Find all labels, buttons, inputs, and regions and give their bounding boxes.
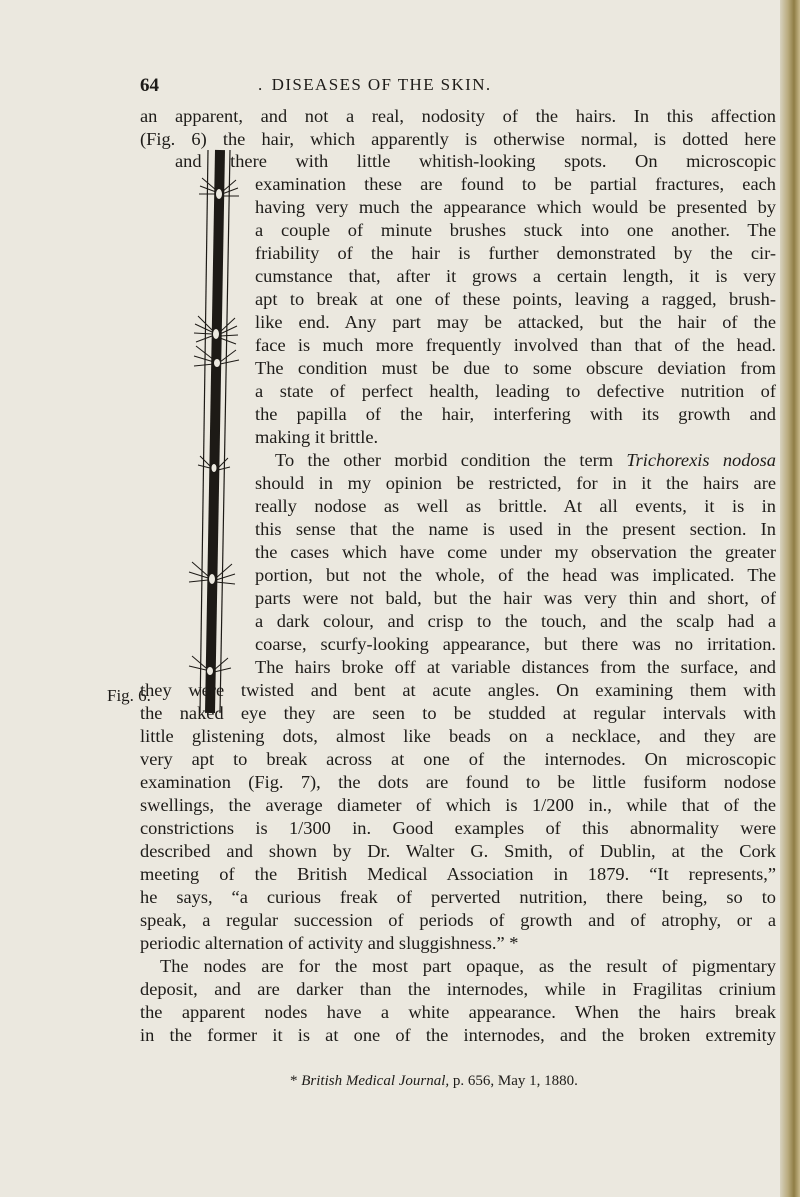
footnote-details: p. 656, May 1, 1880. <box>452 1073 578 1089</box>
text-line: coarse, scurfy-looking appearance, but there was no irritation. <box>255 634 776 654</box>
text-line: cumstance that, after it grows a certain length, it is very <box>255 266 776 286</box>
text-line: very apt to break across at one of the internodes. On microscopic <box>140 749 776 769</box>
text-line: this sense that the name is used in the present section. In <box>255 519 776 539</box>
footnote-marker: * <box>290 1073 298 1089</box>
text-line <box>275 449 776 471</box>
text-line: a state of perfect health, leading to defective nutrition of <box>255 381 776 401</box>
text-line: little glistening dots, almost like beads on a necklace, and they are <box>140 726 776 746</box>
text-line: they were twisted and bent at acute angles. On examining them with <box>140 680 776 700</box>
text-line: making it brittle. <box>255 427 379 447</box>
text-line: a couple of minute brushes stuck into one another. The <box>255 220 776 240</box>
text-line: the apparent nodes have a white appearance. When the hairs break <box>140 1002 776 1022</box>
text-line: friability of the hair is further demonstrated by the cir- <box>255 243 776 263</box>
page-number: 64 <box>140 75 159 96</box>
figure-caption: Fig. 6. <box>107 686 151 705</box>
text-line: an apparent, and not a real, nodosity of the hairs. In this affection <box>140 106 776 126</box>
text-line: really nodose as well as brittle. At all events, it is in <box>255 496 776 516</box>
text-line: having very much the appearance which would be presented by <box>255 197 776 217</box>
text-line: the cases which have come under my observation the greater <box>255 542 776 562</box>
page-edge <box>780 0 800 1197</box>
text-line: speak, a regular succession of periods of growth and of atrophy, or a <box>140 910 776 930</box>
text-line: portion, but not the whole, of the head was implicated. The <box>255 565 776 585</box>
text-line: described and shown by Dr. Walter G. Smith, of Dublin, at the Cork <box>140 841 776 861</box>
text-line: The nodes are for the most part opaque, as the result of pigmentary <box>160 956 776 976</box>
text-span: To the other morbid condition the term <box>275 450 614 470</box>
term-trichorexis-nodosa: Trichorexis nodosa <box>626 450 776 470</box>
text-line: should in my opinion be restricted, for in it the hairs are <box>255 473 776 493</box>
text-line: meeting of the British Medical Association in 1879. “It represents,” <box>140 864 776 884</box>
text-line: a dark colour, and crisp to the touch, and the scalp had a <box>255 611 776 631</box>
text-line: examination (Fig. 7), the dots are found to be little fusiform nodose <box>140 772 776 792</box>
text-line: constrictions is 1/300 in. Good examples of this abnormality were <box>140 818 776 838</box>
text-line: examination these are found to be partial fractures, each <box>255 174 776 194</box>
figure-hair-illustration <box>150 148 250 713</box>
text-line: (Fig. 6) the hair, which apparently is otherwise normal, is dotted here <box>140 129 776 149</box>
text-line: The hairs broke off at variable distances from the surface, and <box>255 657 776 677</box>
text-line: in the former it is at one of the internodes, and the broken extremity <box>140 1025 776 1045</box>
text-line: The condition must be due to some obscure deviation from <box>255 358 776 378</box>
footnote <box>290 1073 578 1090</box>
text-line: deposit, and are darker than the internodes, while in Fragilitas crinium <box>140 979 776 999</box>
text-line: the papilla of the hair, interfering with its growth and <box>255 404 776 424</box>
text-line: he says, “a curious freak of perverted nutrition, there being, so to <box>140 887 776 907</box>
text-line: apt to break at one of these points, leaving a ragged, brush- <box>255 289 776 309</box>
text-line: the naked eye they are seen to be studded at regular intervals with <box>140 703 776 723</box>
text-line: parts were not bald, but the hair was very thin and short, of <box>255 588 776 608</box>
running-title: DISEASES OF THE SKIN. <box>271 75 492 94</box>
text-line: face is much more frequently involved than that of the head. <box>255 335 776 355</box>
text-line: like end. Any part may be attacked, but the hair of the <box>255 312 776 332</box>
footnote-journal: British Medical Journal, <box>301 1073 450 1089</box>
running-head: . DISEASES OF THE SKIN. <box>258 75 492 94</box>
text-line: and there with little whitish-looking spots. On microscopic <box>175 151 776 171</box>
text-line: periodic alternation of activity and sluggishness.” * <box>140 933 519 953</box>
text-line: swellings, the average diameter of which is 1/200 in., while that of the <box>140 795 776 815</box>
